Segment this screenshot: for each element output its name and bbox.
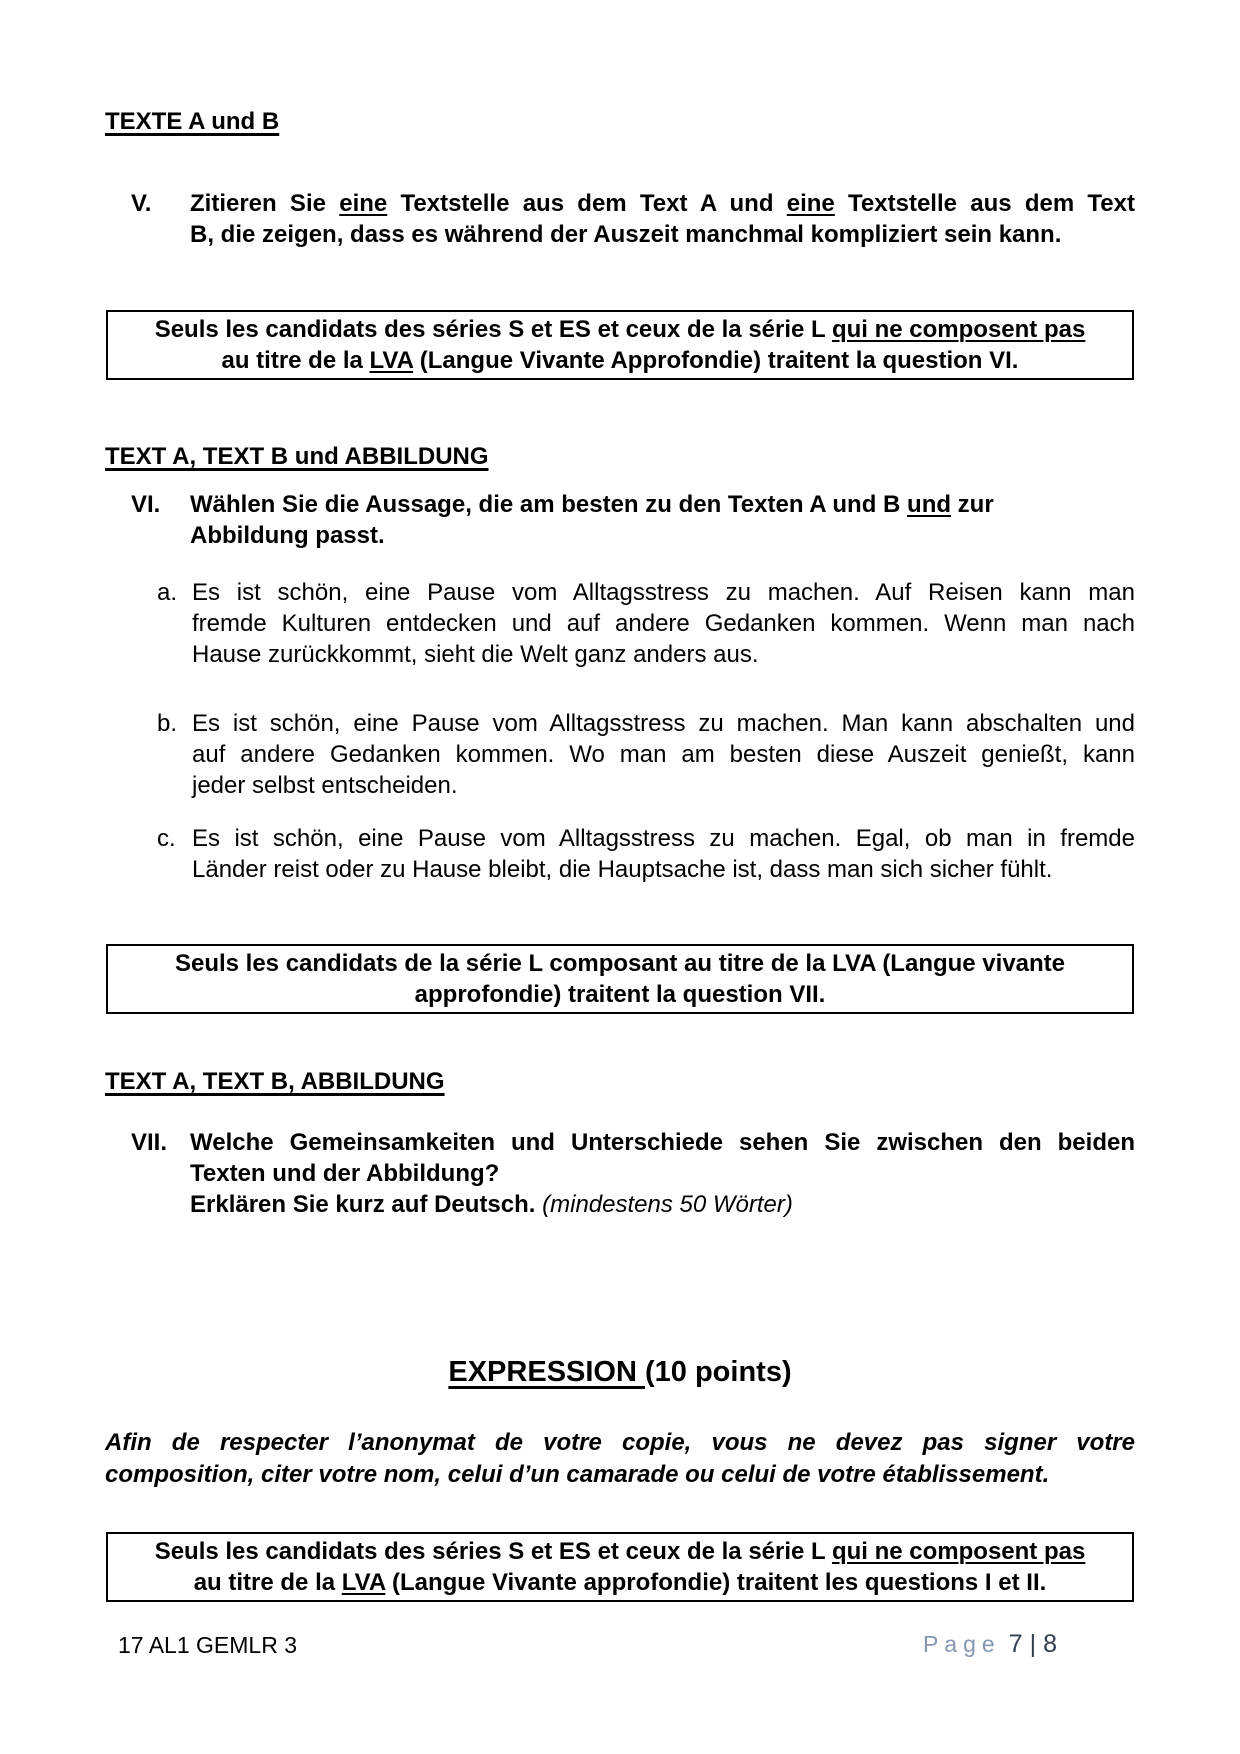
notice-3-line-1: Seuls les candidats des séries S et ES et ceux de la série L qui ne composent pas: [154, 1538, 1086, 1565]
question-vii-number: VII.: [131, 1129, 168, 1156]
option-a-marker: a.: [157, 579, 178, 606]
footer-page-indicator: [923, 1630, 1057, 1658]
anonymity-line-2: composition, citer votre nom, celui d’un camarade ou celui de votre établissement.: [105, 1461, 1050, 1488]
notice-box-serie-l-vii: [106, 944, 1134, 1014]
option-b-marker: b.: [157, 710, 178, 737]
option-c: [105, 823, 1135, 885]
question-vi-line-2: Abbildung passt.: [190, 522, 385, 549]
section-heading-text: TEXT A, TEXT B und ABBILDUNG: [105, 443, 489, 470]
question-v-line-2: B, die zeigen, dass es während der Auszeit manchmal kompliziert sein kann.: [190, 221, 1062, 248]
footer-page-word: Page: [922, 1631, 1001, 1657]
option-a: [105, 577, 1135, 670]
notice-1-line-1: Seuls les candidats des séries S et ES et ceux de la série L qui ne composent pas: [154, 316, 1086, 343]
option-b-line-2: auf andere Gedanken kommen. Wo man am besten diese Auszeit genießt, kann: [192, 741, 1135, 768]
expression-title-underlined: EXPRESSION: [448, 1356, 645, 1388]
anonymity-paragraph: [105, 1427, 1135, 1491]
question-v-number: V.: [131, 190, 152, 217]
notice-2-line-2: approfondie) traitent la question VII.: [414, 981, 826, 1008]
question-vi: [105, 489, 1135, 551]
notice-box-series-s-es-vi: [106, 310, 1134, 380]
notice-2-line-1: Seuls les candidats de la série L composant au titre de la LVA (Langue vivante: [174, 950, 1066, 977]
notice-3-line-2: au titre de la LVA (Langue Vivante approfondie) traitent les questions I et II.: [193, 1569, 1047, 1596]
anonymity-line-1: Afin de respecter l’anonymat de votre copie, vous ne devez pas signer votre: [105, 1429, 1135, 1456]
option-c-line-1: Es ist schön, eine Pause vom Alltagsstress zu machen. Egal, ob man in fremde: [192, 825, 1135, 852]
question-v-text: [190, 188, 1135, 250]
question-v: [105, 188, 1135, 250]
question-vii-line-2: Texten und der Abbildung?: [190, 1160, 500, 1187]
option-a-text: [192, 577, 1135, 670]
question-vii-line-1: Welche Gemeinsamkeiten und Unterschiede sehen Sie zwischen den beiden: [190, 1129, 1135, 1156]
option-a-line-2: fremde Kulturen entdecken und auf andere Gedanken kommen. Wenn man nach: [192, 610, 1135, 637]
min-words-note: (mindestens 50 Wörter): [542, 1191, 793, 1218]
question-vii-line-3: Erklären Sie kurz auf Deutsch. (mindestens 50 Wörter): [190, 1191, 793, 1218]
option-c-line-2: Länder reist oder zu Hause bleibt, die Hauptsache ist, dass man sich sicher fühlt.: [192, 856, 1053, 883]
footer-page-current: 7: [1008, 1630, 1023, 1658]
option-b-line-1: Es ist schön, eine Pause vom Alltagsstress zu machen. Man kann abschalten und: [192, 710, 1135, 737]
question-v-line-1: Zitieren Sie eine Textstelle aus dem Text A und eine Textstelle aus dem Text: [190, 190, 1135, 217]
question-vii-text: [190, 1127, 1135, 1220]
question-vii: [105, 1127, 1135, 1220]
option-a-line-1: Es ist schön, eine Pause vom Alltagsstress zu machen. Auf Reisen kann man: [192, 579, 1135, 606]
question-vi-number: VI.: [131, 491, 161, 518]
option-c-text: [192, 823, 1135, 885]
option-c-marker: c.: [157, 825, 176, 852]
footer-page-separator: |: [1029, 1630, 1037, 1658]
expression-title: [105, 1352, 1135, 1392]
option-a-line-3: Hause zurückkommt, sieht die Welt ganz anders aus.: [192, 641, 759, 668]
footer-doc-code: 17 AL1 GEMLR 3: [118, 1632, 297, 1658]
question-vi-line-1: Wählen Sie die Aussage, die am besten zu den Texten A und B und zur: [190, 491, 994, 518]
section-heading-text-a-b-abbildung: [105, 1066, 1135, 1097]
option-b: [105, 708, 1135, 801]
footer-page-total: 8: [1043, 1630, 1057, 1658]
section-heading-text: TEXTE A und B: [105, 108, 280, 135]
option-b-text: [192, 708, 1135, 801]
section-heading-text-a-b-und-abbildung: [105, 441, 1135, 472]
option-b-line-3: jeder selbst entscheiden.: [192, 772, 458, 799]
notice-box-series-s-es-i-ii: [106, 1532, 1134, 1602]
notice-1-line-2: au titre de la LVA (Langue Vivante Approfondie) traitent la question VI.: [221, 347, 1019, 374]
section-heading-texte-a-und-b: [105, 106, 1135, 137]
expression-title-points: (10 points): [645, 1356, 792, 1388]
question-vi-text: [190, 489, 1135, 551]
section-heading-text: TEXT A, TEXT B, ABBILDUNG: [105, 1068, 445, 1095]
